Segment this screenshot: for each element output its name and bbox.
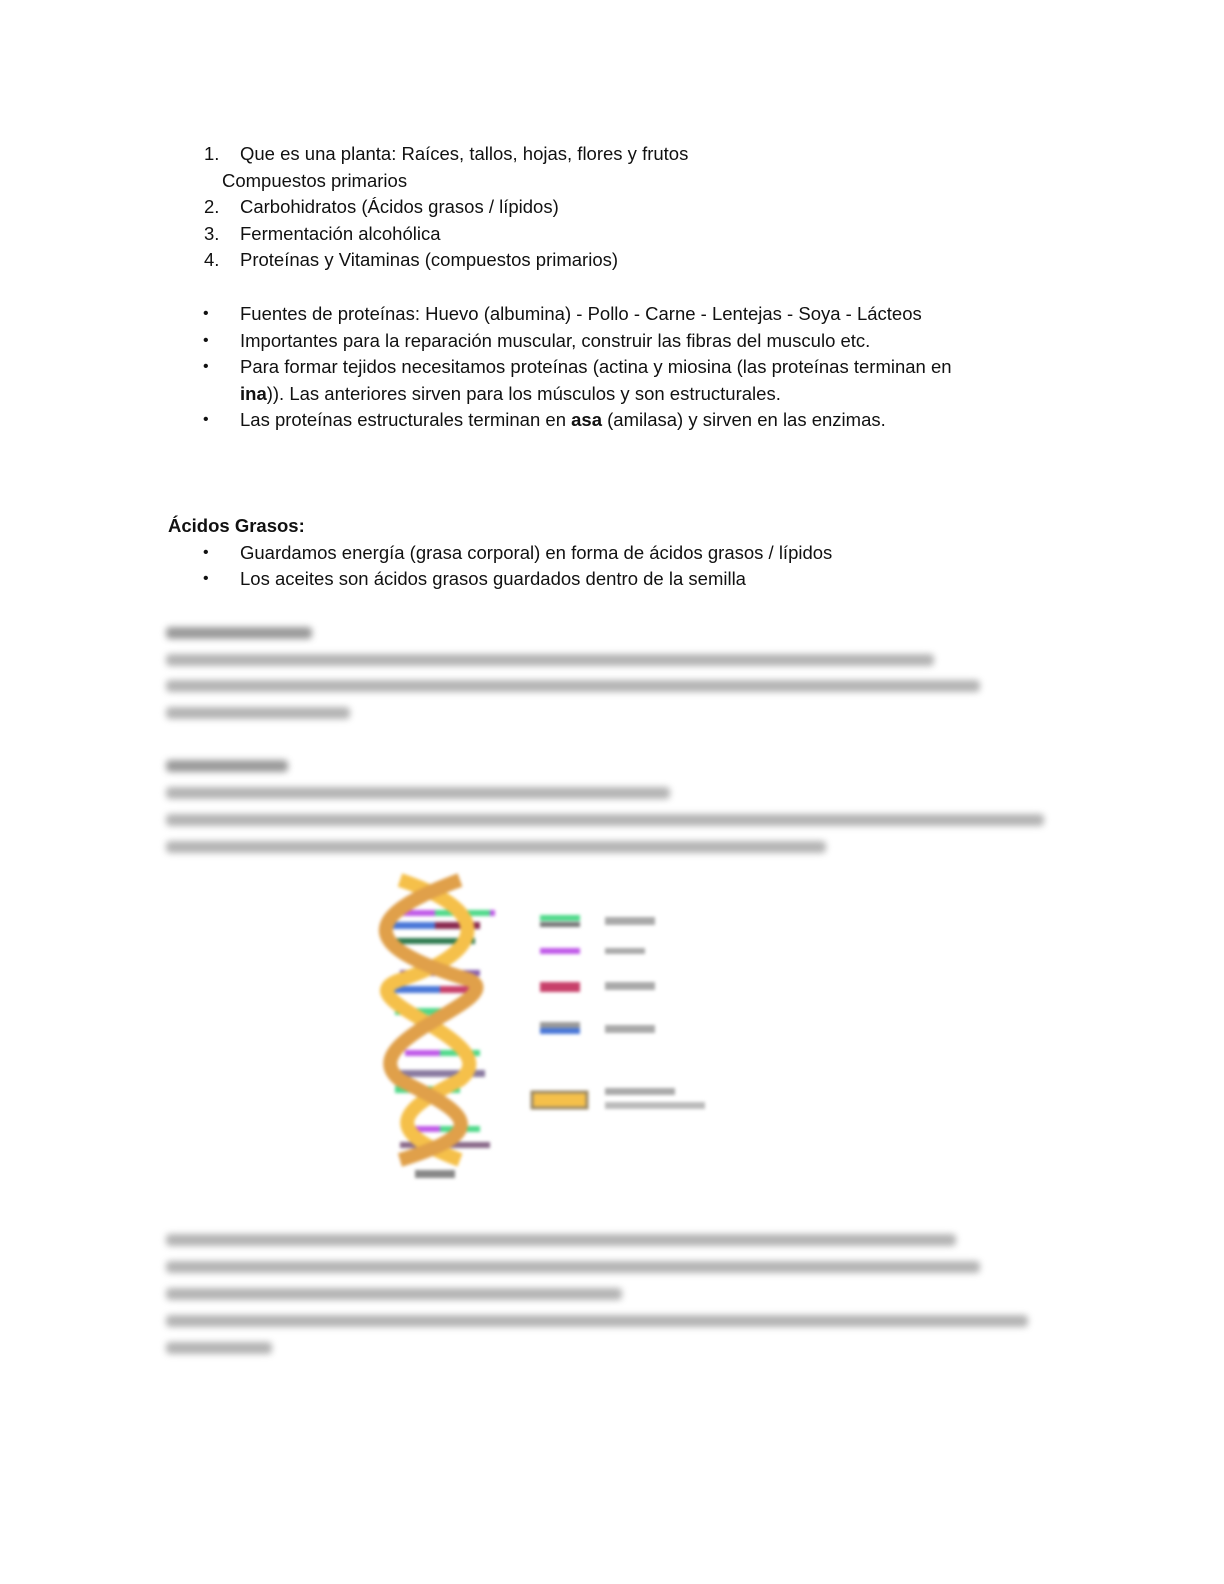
dna-diagram-image: [360, 870, 720, 1190]
subheading: Compuestos primarios: [222, 170, 408, 191]
dna-helix: [382, 880, 495, 1160]
section-heading: Ácidos Grasos:: [168, 515, 305, 536]
